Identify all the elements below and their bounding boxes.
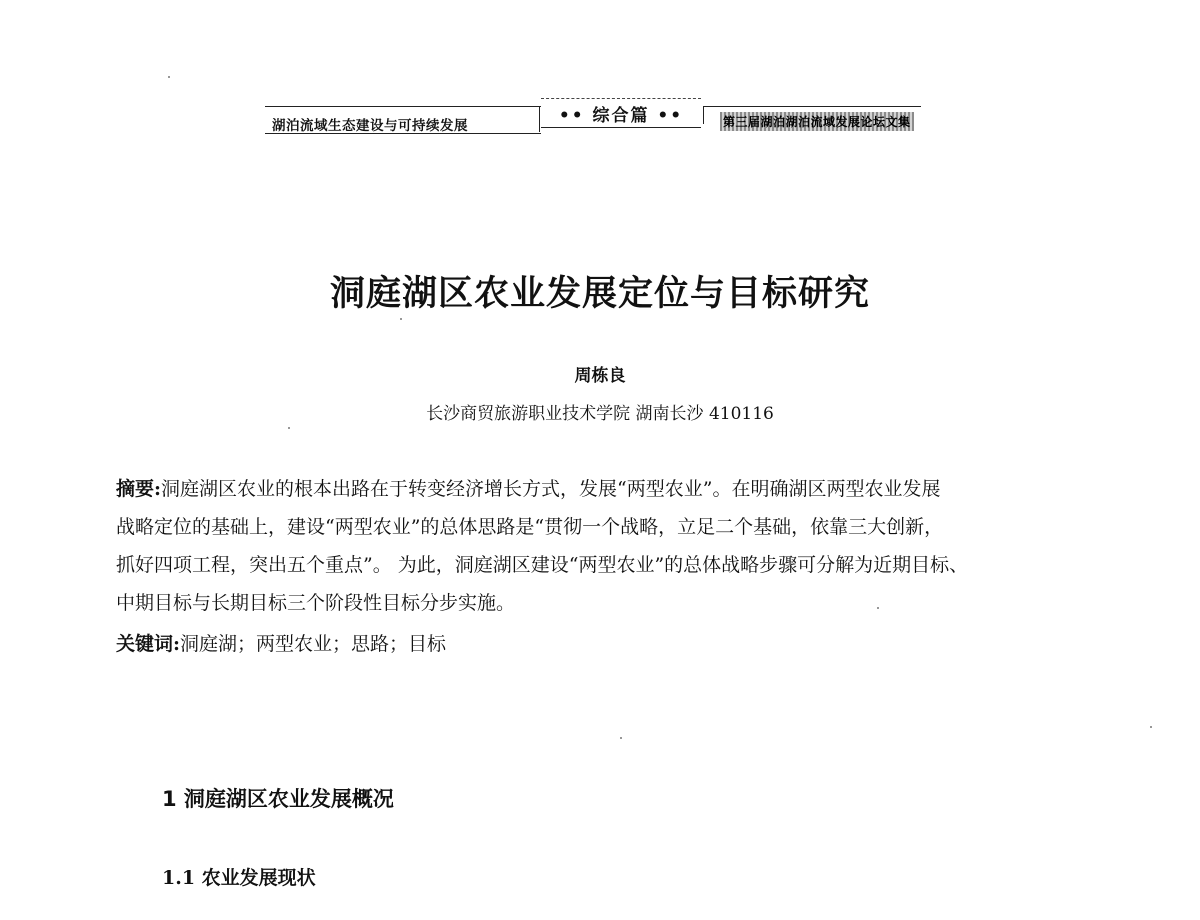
- scan-speck: [1150, 726, 1152, 728]
- abstract-line: 中期目标与长期目标三个阶段性目标分步实施。: [116, 592, 516, 614]
- header-section-frame: [541, 98, 701, 127]
- article-title: 洞庭湖区农业发展定位与目标研究: [329, 273, 870, 314]
- header-left-divider: [539, 106, 540, 132]
- abstract-label: 摘要:: [116, 478, 162, 500]
- scan-speck: [168, 76, 170, 78]
- header-section-underline: [541, 127, 701, 128]
- scan-speck: [877, 607, 879, 609]
- abstract-line: [116, 470, 1091, 508]
- abstract: [116, 470, 1091, 622]
- header-right-divider: [703, 106, 704, 124]
- scan-speck: [288, 427, 290, 429]
- abstract-line: 抓好四项工程，突出五个重点”。 为此，洞庭湖区建设“两型农业”的总体战略步骤可分解为近期目标、: [116, 554, 969, 576]
- article-author: 周栋良: [574, 366, 626, 386]
- keywords-text: 洞庭湖；两型农业；思路；目标: [180, 633, 447, 655]
- scan-speck: [400, 318, 402, 320]
- scan-speck: [620, 737, 622, 739]
- abstract-line: 战略定位的基础上，建设“两型农业”的总体思路是“贯彻一个战略，立足二个基础，依靠三大创新，: [116, 516, 944, 538]
- header-right-label: 第三届湖泊湖泊流域发展论坛文集: [720, 112, 914, 131]
- keywords: [116, 625, 1091, 663]
- abstract-line-text: 洞庭湖区农业的根本出路在于转变经济增长方式，发展“两型农业”。在明确湖区两型农业发展: [161, 478, 941, 500]
- keywords-label: 关键词:: [116, 633, 181, 655]
- section-heading-1-1: 1.1 农业发展现状: [162, 867, 316, 889]
- section-heading-1: 1 洞庭湖区农业发展概况: [162, 787, 394, 811]
- header-series-title: 湖泊流域生态建设与可持续发展: [272, 118, 468, 134]
- running-header: [265, 98, 925, 134]
- header-section-label: •• 综合篇 ••: [558, 106, 684, 126]
- article-affiliation: 长沙商贸旅游职业技术学院 湖南长沙 410116: [426, 404, 774, 424]
